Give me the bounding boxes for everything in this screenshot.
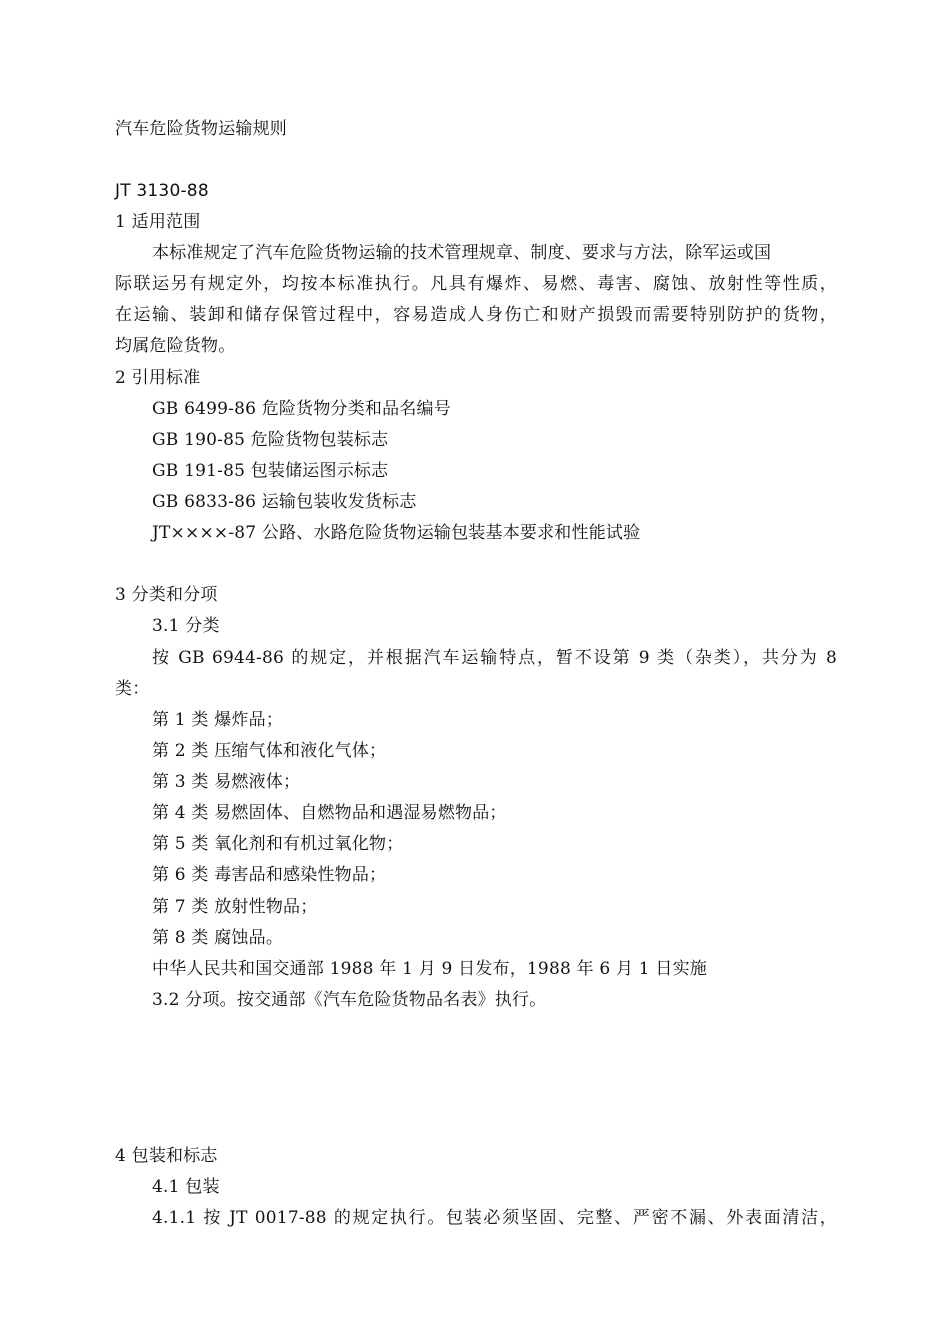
class-item: 第 6 类 毒害品和感染性物品； <box>152 865 387 885</box>
section-3-1-paragraph-line: 按 GB 6944-86 的规定，并根据汽车运输特点，暂不设第 9 类（杂类），共分为 8 <box>152 648 837 668</box>
class-item: 第 2 类 压缩气体和液化气体； <box>152 741 387 761</box>
reference-item: GB 191-85 包装储运图示标志 <box>152 461 389 481</box>
reference-item: GB 6833-86 运输包装收发货标志 <box>152 492 417 512</box>
reference-item: JT××××-87 公路、水路危险货物运输包装基本要求和性能试验 <box>152 523 641 543</box>
section-2-heading: 2 引用标准 <box>115 368 201 388</box>
reference-item: GB 190-85 危险货物包装标志 <box>152 430 389 450</box>
class-item: 第 4 类 易燃固体、自燃物品和遇湿易燃物品； <box>152 803 507 823</box>
class-item: 第 3 类 易燃液体； <box>152 772 301 792</box>
section-1-heading: 1 适用范围 <box>115 212 201 232</box>
reference-item: GB 6499-86 危险货物分类和品名编号 <box>152 399 451 419</box>
section-3-2-text: 3.2 分项。按交通部《汽车危险货物品名表》执行。 <box>152 990 547 1010</box>
class-item: 第 1 类 爆炸品； <box>152 710 284 730</box>
section-4-1-heading: 4.1 包装 <box>152 1177 220 1197</box>
section-1-paragraph-line: 本标准规定了汽车危险货物运输的技术管理规章、制度、要求与方法，除军运或国 <box>152 243 772 263</box>
section-4-heading: 4 包装和标志 <box>115 1146 218 1166</box>
class-item: 第 5 类 氧化剂和有机过氧化物； <box>152 834 404 854</box>
section-1-paragraph-line: 际联运另有规定外，均按本标准执行。凡具有爆炸、易燃、毒害、腐蚀、放射性等性质， <box>115 274 837 294</box>
section-3-1-paragraph-line: 类： <box>115 679 150 699</box>
section-1-paragraph-line: 在运输、装卸和储存保管过程中，容易造成人身伤亡和财产损毁而需要特别防护的货物， <box>115 305 837 325</box>
section-3-1-heading: 3.1 分类 <box>152 616 220 636</box>
section-1-paragraph-line: 均属危险货物。 <box>115 336 236 356</box>
document-title: 汽车危险货物运输规则 <box>115 119 287 139</box>
class-item: 第 8 类 腐蚀品。 <box>152 928 284 948</box>
standard-code: JT 3130-88 <box>115 181 209 201</box>
section-4-1-1-text: 4.1.1 按 JT 0017-88 的规定执行。包装必须坚固、完整、严密不漏、外表面清洁， <box>152 1208 837 1228</box>
class-item: 第 7 类 放射性物品； <box>152 897 318 917</box>
section-3-heading: 3 分类和分项 <box>115 585 218 605</box>
issue-note: 中华人民共和国交通部 1988 年 1 月 9 日发布，1988 年 6 月 1 日实施 <box>152 959 708 979</box>
